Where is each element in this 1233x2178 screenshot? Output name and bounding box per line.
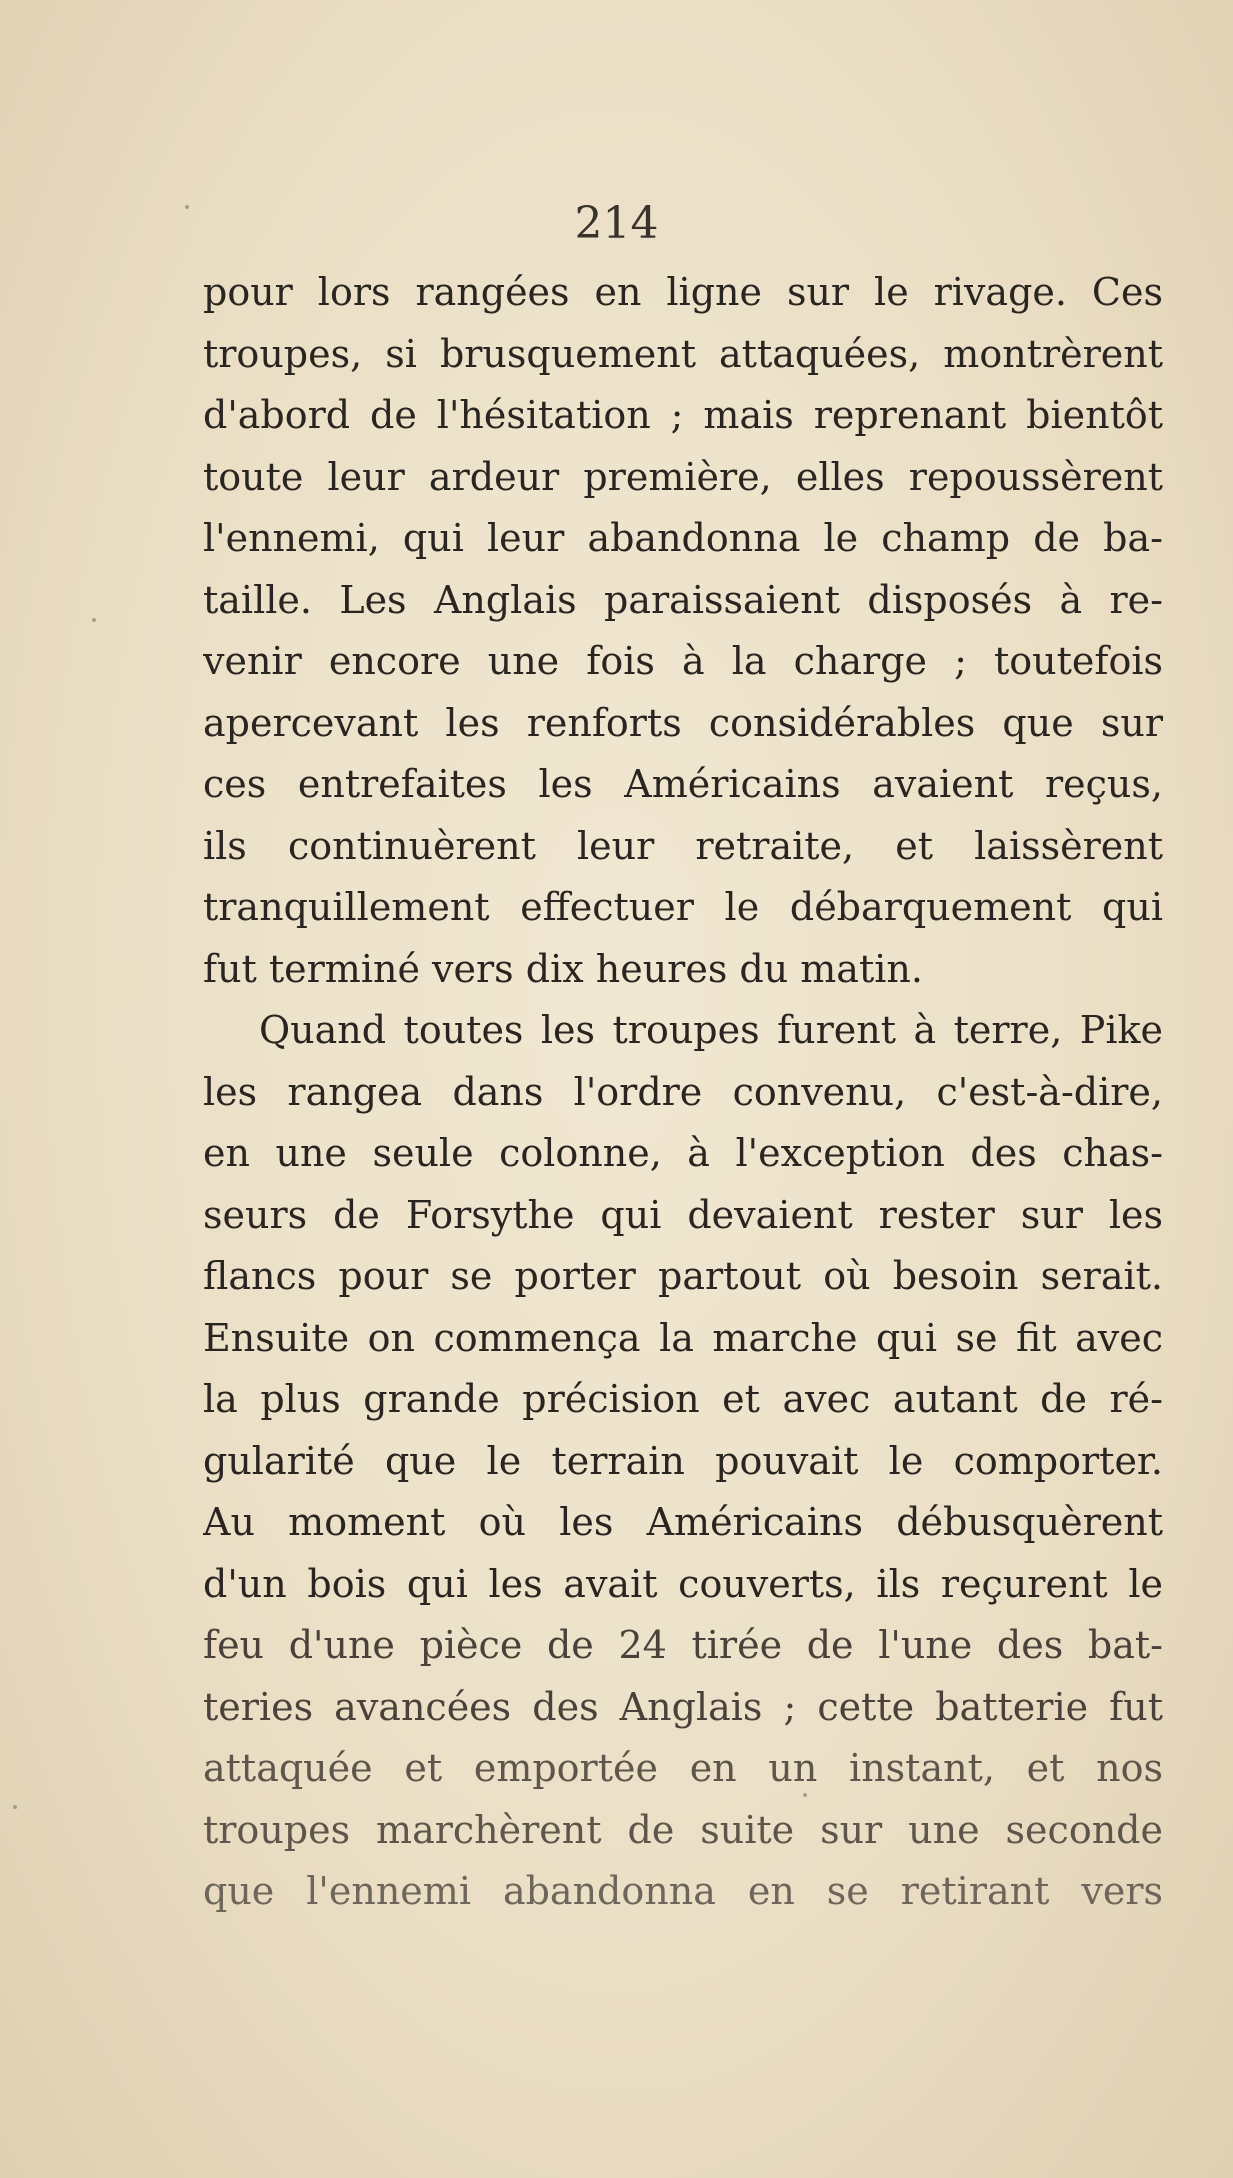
text-line: teries avancées des Anglais ; cette batterie fut bbox=[203, 1684, 1163, 1729]
text-line: les rangea dans l'ordre convenu, c'est-à-dire, bbox=[203, 1069, 1163, 1114]
paper-speck bbox=[92, 618, 96, 622]
paper-speck bbox=[13, 1805, 17, 1809]
text-line: Quand toutes les troupes furent à terre, Pike bbox=[259, 1008, 1163, 1052]
text-line: que l'ennemi abandonna en se retirant vers bbox=[203, 1869, 1163, 1913]
text-line: toute leur ardeur première, elles repoussèrent bbox=[203, 454, 1163, 499]
text-line: tranquillement effectuer le débarquement qui bbox=[203, 885, 1163, 929]
text-line: ces entrefaites les Américains avaient reçus, bbox=[203, 762, 1163, 806]
body-text bbox=[203, 262, 1163, 1923]
text-line: Au moment où les Américains débusquèrent bbox=[203, 1500, 1163, 1544]
text-line: troupes marchèrent de suite sur une seconde bbox=[203, 1807, 1163, 1852]
text-line: d'un bois qui les avait couverts, ils reçurent le bbox=[203, 1561, 1163, 1606]
text-line: venir encore une fois à la charge ; toutefois bbox=[203, 639, 1163, 683]
text-line: Ensuite on commença la marche qui se fit avec bbox=[203, 1315, 1163, 1360]
text-line: d'abord de l'hésitation ; mais reprenant bientôt bbox=[203, 393, 1163, 437]
text-line: apercevant les renforts considérables que sur bbox=[203, 700, 1163, 745]
page-number: 214 bbox=[574, 198, 659, 249]
text-line: taille. Les Anglais paraissaient disposés à re- bbox=[203, 577, 1163, 622]
text-line: fut terminé vers dix heures du matin. bbox=[203, 946, 923, 991]
text-line: flancs pour se porter partout où besoin serait. bbox=[203, 1254, 1163, 1298]
text-line: l'ennemi, qui leur abandonna le champ de ba- bbox=[203, 516, 1163, 560]
paragraph-1 bbox=[203, 262, 1163, 1000]
text-line: en une seule colonne, à l'exception des chas- bbox=[203, 1131, 1163, 1175]
text-line: attaquée et emportée en un instant, et nos bbox=[203, 1746, 1163, 1790]
text-line: la plus grande précision et avec autant de ré- bbox=[203, 1377, 1163, 1421]
text-line: troupes, si brusquement attaquées, montrèrent bbox=[203, 331, 1163, 376]
text-line: seurs de Forsythe qui devaient rester sur les bbox=[203, 1192, 1163, 1237]
text-line: pour lors rangées en ligne sur le rivage. Ces bbox=[203, 270, 1163, 314]
text-line: gularité que le terrain pouvait le comporter. bbox=[203, 1438, 1163, 1483]
text-line: ils continuèrent leur retraite, et laissèrent bbox=[203, 823, 1163, 868]
text-line: feu d'une pièce de 24 tirée de l'une des bat- bbox=[203, 1623, 1163, 1667]
paragraph-2 bbox=[203, 1000, 1163, 1923]
